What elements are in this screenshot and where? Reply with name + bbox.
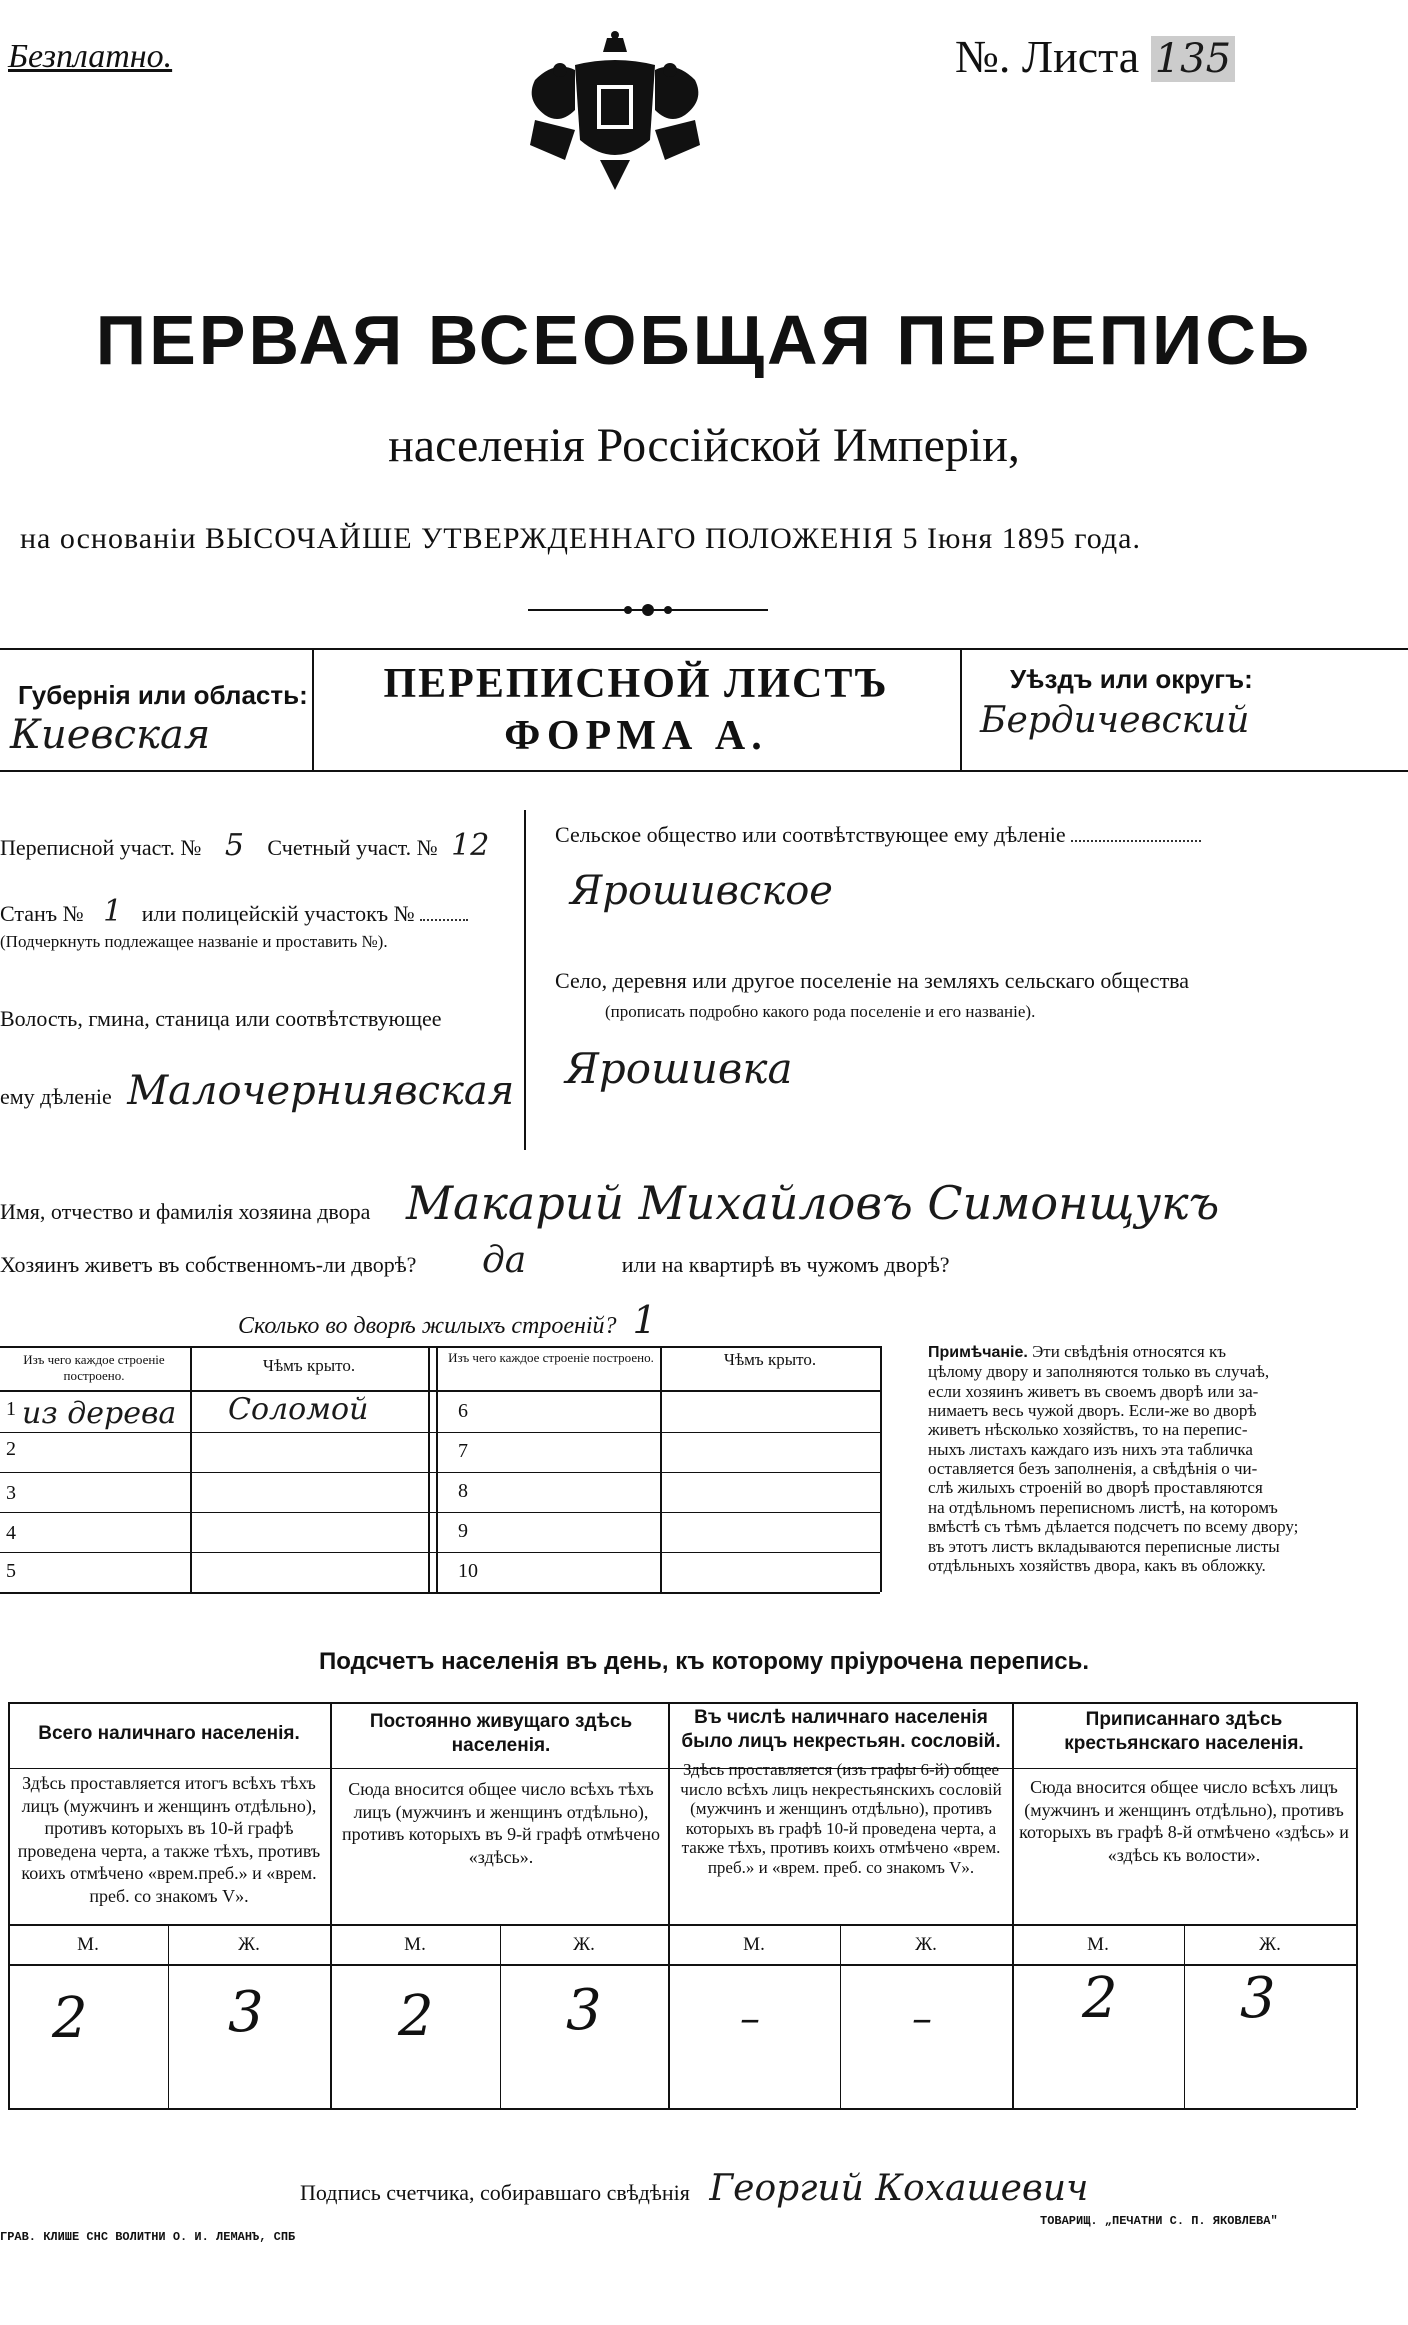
col-material-left: Изъ чего каждое строеніе построено.	[23, 1352, 165, 1383]
ornament-divider	[528, 600, 768, 620]
count-col2-header: Постоянно живущаго здѣсь населенія.	[369, 1711, 633, 1756]
form-title: ПЕРЕПИСНОЙ ЛИСТЪ	[383, 661, 889, 707]
table-cell-material: из дерева	[22, 1396, 177, 1431]
count-col3-m-value: –	[740, 1996, 760, 2042]
count-col2-desc: Сюда вносится общее число всѣхъ тѣхъ лицъ (мужчинъ и женщинъ отдѣльно), противъ которыхъ въ 9-й графѣ отмѣчено «здѣсь».	[342, 1779, 660, 1867]
settlement-value: Ярошивка	[565, 1044, 793, 1093]
settlement-note: (прописать подробно какого рода поселеніе и его названіе).	[605, 1002, 1036, 1021]
printer-left: ГРАВ. КЛИШЕ СНС ВОЛИТНИ О. И. ЛЕМАНЪ, СПБ	[0, 2230, 296, 2244]
count-col1-m-label: М.	[77, 1934, 99, 1955]
count-col3-desc: Здѣсь проставляется (изъ графы 6-й) общее число всѣхъ лицъ некрестьянскихъ сословій (мужчинъ и женщинъ отдѣльно), противъ которыхъ въ графѣ 10-й проведена черта, а также тѣхъ, противъ коихъ отмѣчено «врем. преб.» и «врем. преб. со знакомъ V».	[680, 1760, 1002, 1877]
count-col4-desc: Сюда вносится общее число всѣхъ лицъ (мужчинъ и женщинъ отдѣльно), противъ которыхъ въ графѣ 8-й отмѣчено «здѣсь» и «здѣсь къ волости».	[1019, 1777, 1349, 1865]
count-col2-f-value: 3	[566, 1978, 602, 2043]
stan-note: (Подчеркнуть подлежащее названіе и проставить №).	[0, 932, 388, 951]
count-col3-header: Въ числѣ наличнаго населенія было лицъ некрестьян. сословій.	[681, 1707, 1001, 1752]
table-row: 4	[6, 1522, 16, 1544]
district-value: Бердичевский	[980, 700, 1250, 741]
col-roof-right: Чѣмъ крыто.	[723, 1350, 817, 1369]
col-roof-left: Чѣмъ крыто.	[262, 1356, 356, 1375]
count-col4-f-label: Ж.	[1259, 1934, 1281, 1955]
form-subtitle: ФОРМА А.	[504, 713, 768, 759]
sheet-number-label: №. Листа	[955, 31, 1140, 82]
settlement-label: Село, деревня или другое поселеніе на земляхъ сельскаго общества	[555, 968, 1190, 993]
table-row: 2	[6, 1438, 16, 1460]
volost-label: Волость, гмина, станица или соотвѣтствующее	[0, 1006, 442, 1031]
table-row: 8	[458, 1480, 468, 1502]
society-value: Ярошивское	[570, 868, 833, 914]
count-col1-desc: Здѣсь проставляется итогъ всѣхъ тѣхъ лицъ (мужчинъ и женщинъ отдѣльно), противъ которыхъ въ 10-й графѣ проведена черта, а также тѣхъ, противъ коихъ отмѣчено «врем.преб.» и «врем. преб. со знакомъ V».	[17, 1773, 321, 1906]
buildings-count: Сколько во дворѣ жилыхъ строеній? 1	[238, 1298, 657, 1342]
table-row: 7	[458, 1440, 468, 1462]
table-row: 6	[458, 1400, 468, 1422]
imperial-eagle-emblem	[515, 30, 715, 195]
count-col1-m-value: 2	[52, 1986, 88, 2051]
table-row: 1	[6, 1398, 16, 1420]
province-value: Киевская	[10, 712, 211, 758]
count-col3-f-label: Ж.	[915, 1934, 937, 1955]
division-line: ему дѣленіе Малочерниявская	[0, 1068, 515, 1114]
count-col4-m-value: 2	[1082, 1966, 1118, 2031]
table-row: 5	[6, 1560, 16, 1582]
legal-basis: на основаніи ВЫСОЧАЙШЕ УТВЕРЖДЕННАГО ПОЛОЖЕНІЯ 5 Іюня 1895 года.	[20, 522, 1141, 555]
table-cell-roof: Соломой	[228, 1392, 369, 1427]
count-col2-m-value: 2	[398, 1984, 434, 2049]
count-col2-m-label: М.	[404, 1934, 426, 1955]
col-material-right: Изъ чего каждое строеніе построено.	[448, 1350, 654, 1365]
signature-line: Подпись счетчика, собиравшаго свѣдѣнія Георгий Кохашевич	[300, 2168, 1089, 2209]
count-col4-m-label: М.	[1087, 1934, 1109, 1955]
owner-yard: Хозяинъ живетъ въ собственномъ-ли дворѣ? да или на квартирѣ въ чужомъ дворѣ?	[0, 1240, 950, 1281]
table-row: 9	[458, 1520, 468, 1542]
count-col3-f-value: –	[912, 1996, 932, 2042]
sheet-number	[955, 30, 1235, 83]
count-col4-f-value: 3	[1240, 1966, 1276, 2031]
count-col3-m-label: М.	[743, 1934, 765, 1955]
stan-line: Станъ № 1 или полицейскій участокъ №	[0, 894, 468, 929]
district-label: Уѣздъ или округъ:	[1010, 664, 1253, 694]
count-col1-header: Всего наличнаго населенія.	[38, 1723, 300, 1744]
count-col4-header: Приписаннаго здѣсь крестьянскаго населенія.	[1064, 1709, 1304, 1754]
owner-name: Имя, отчество и фамилія хозяина двора Макарий Михайловъ Симонщукъ	[0, 1176, 1220, 1230]
free-label: Безплатно.	[8, 38, 173, 75]
count-col2-f-label: Ж.	[573, 1934, 595, 1955]
remark-block: Примѣчаніе. Эти свѣдѣнія относятся къ цѣлому двору и заполняются только въ случаѣ, если хозяинъ живетъ въ своемъ дворѣ или за- нимаетъ весь чужой дворъ. Если-же во дворѣ живетъ нѣсколько хозяйствъ, то на перепис- ныхъ листахъ каждаго изъ нихъ эта табличка оставляется безъ заполненія, а свѣдѣнія о чи- слѣ жилыхъ строеній во дворѣ проставляются на отдѣльномъ переписномъ листѣ, на которомъ вмѣстѣ съ тѣмъ дѣлается подсчетъ по всему двору; въ этотъ листъ вкладываются переписные листы отдѣльныхъ хозяйствъ двора, какъ въ обложку.	[928, 1342, 1299, 1575]
page-title: ПЕРВАЯ ВСЕОБЩАЯ ПЕРЕПИСЬ	[95, 301, 1313, 379]
table-row: 3	[6, 1482, 16, 1504]
table-row: 10	[458, 1560, 478, 1582]
sheet-number-value: 135	[1151, 36, 1235, 82]
page-subtitle: населенія Россійской Имперіи,	[388, 419, 1020, 472]
count-title: Подсчетъ населенія въ день, къ которому пріурочена перепись.	[319, 1648, 1089, 1675]
society-label: Сельское общество или соотвѣтствующее ему дѣленіе	[555, 822, 1201, 848]
count-col1-f-value: 3	[228, 1980, 264, 2045]
printer-right: ТОВАРИЩ. „ПЕЧАТНИ С. П. ЯКОВЛЕВА"	[1040, 2214, 1278, 2228]
census-section: Переписной участ. № 5 Счетный участ. № 12	[0, 828, 490, 863]
province-label: Губернія или область:	[18, 680, 308, 710]
count-col1-f-label: Ж.	[238, 1934, 260, 1955]
